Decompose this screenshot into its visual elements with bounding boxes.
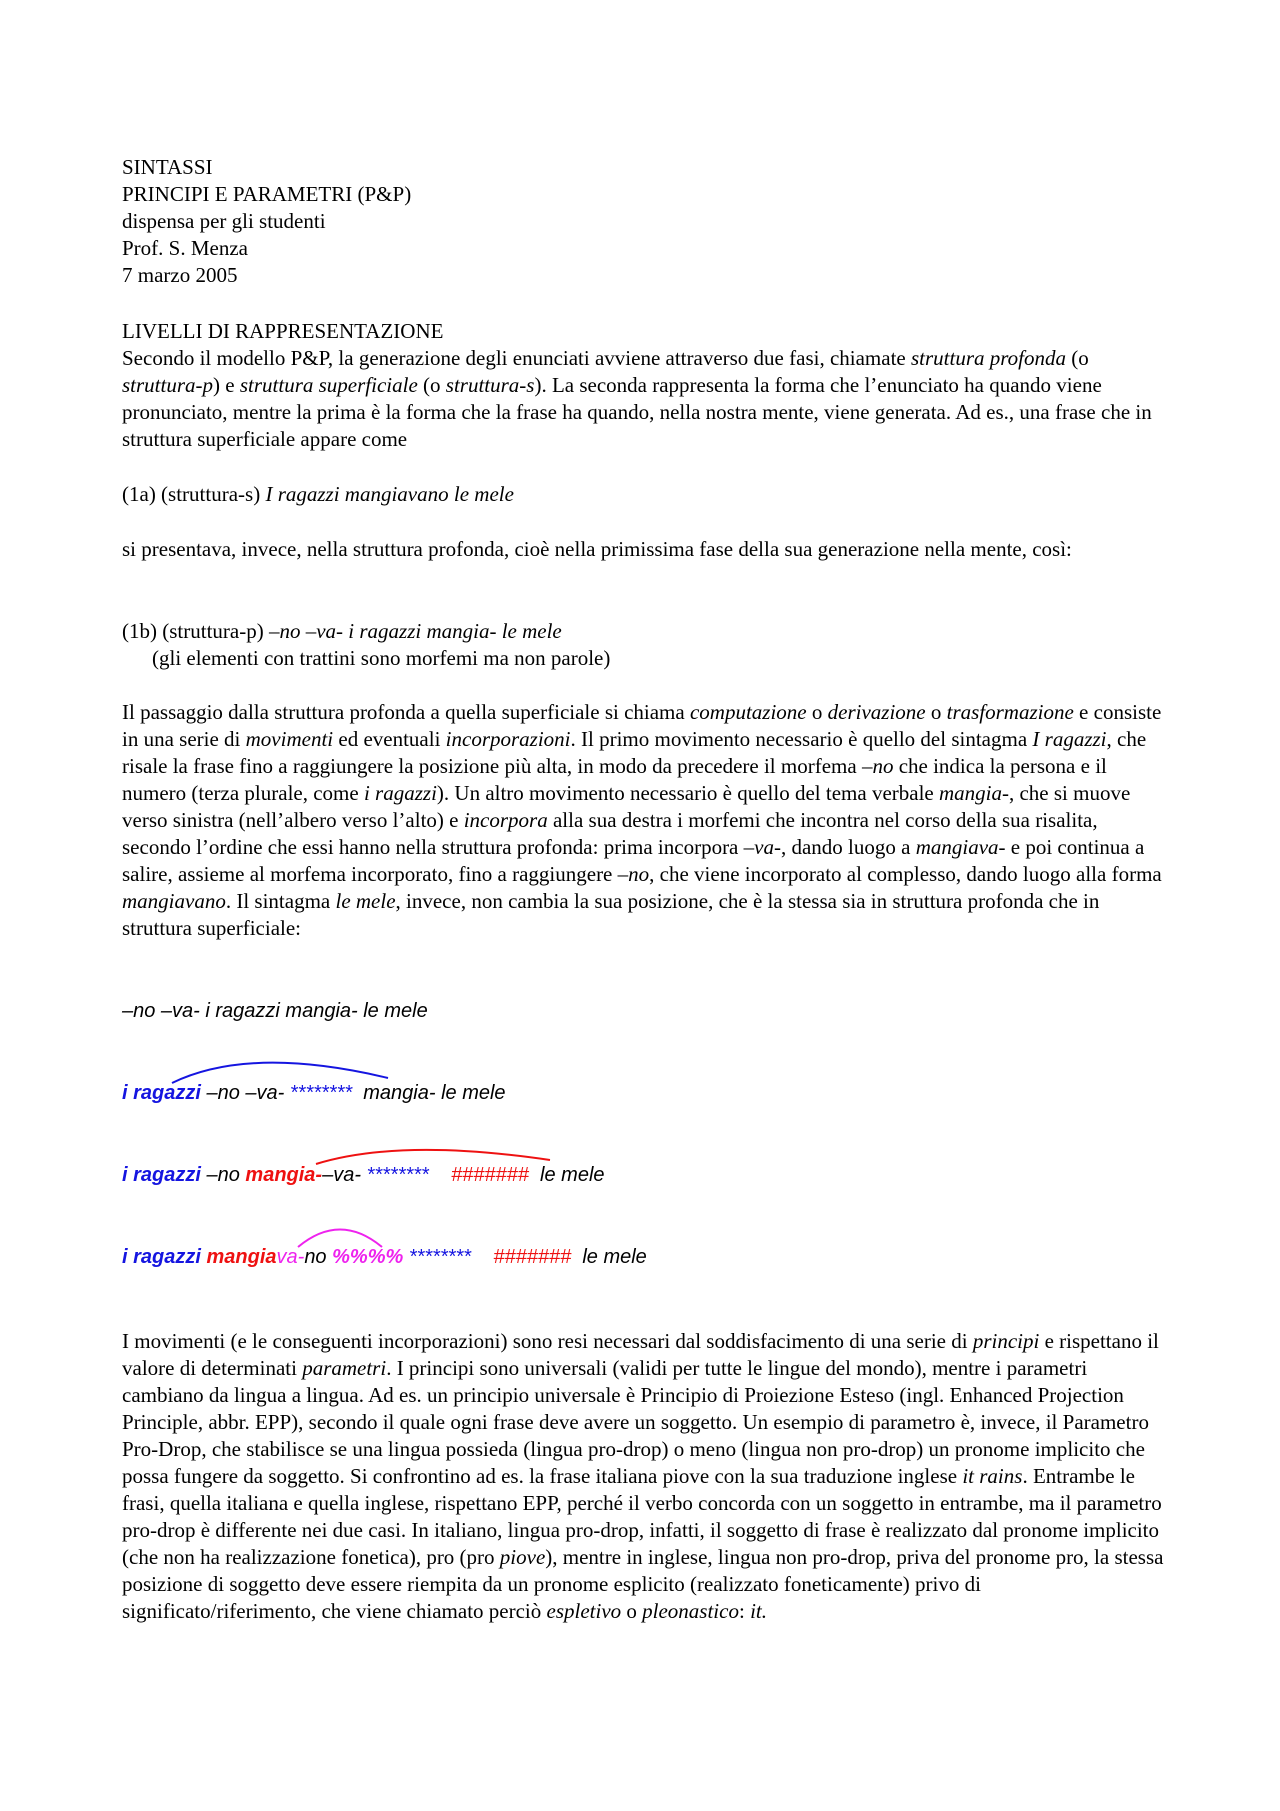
trace-verb: ####### (493, 1246, 572, 1268)
derivation-line-3: i ragazzi mangiava-no %%%% ******** ####### le mele (122, 1246, 647, 1268)
example-1b-note: (gli elementi con trattini sono morfemi ma non parole) (152, 646, 611, 670)
trace-subject: ******** (366, 1164, 429, 1186)
paragraph-1: Secondo il modello P&P, la generazione degli enunciati avviene attraverso due fasi, chiamate struttura profonda (o struttura-p) e struttura superficiale (o struttura-s). La seconda rappresenta la forma che l’enunciato ha quando viene pronunciato, mentre la prima è la forma che la frase ha quando, nella nostra mente, viene generata. Ad es., una frase che in struttura superficiale appare come (122, 346, 1152, 451)
moved-subject: i ragazzi (122, 1082, 201, 1104)
paragraph-3: Il passaggio dalla struttura profonda a quella superficiale si chiama computazione o derivazione o trasformazione e consiste in una serie di movimenti ed eventuali incorporazioni. Il primo movimento necessario è quello del sintagma I ragazzi, che risale la frase fino a raggiungere la posizione più alta, in modo da precedere il morfema –no che indica la persona e il numero (terza plurale, come i ragazzi). Un altro movimento necessario è quello del tema verbale mangia-, che si muove verso sinistra (nell’albero verso l’alto) e incorpora alla sua destra i morfemi che incontra nel corso della sua risalita, secondo l’ordine che essi hanno nella struttura profonda: prima incorpora –va-, dando luogo a mangiava- e poi continua a salire, assieme al morfema incorporato, fino a raggiungere –no, che viene incorporato al complesso, dando luogo alla forma mangiavano. Il sintagma le mele, invece, non cambia la sua posizione, che è la stessa sia in struttura profonda che in struttura superficiale: (122, 700, 1162, 940)
trace-subject: ******** (408, 1246, 472, 1268)
trace-verb: ####### (451, 1164, 529, 1186)
moved-verb: mangia- (245, 1164, 323, 1186)
derivation-line-1: i ragazzi –no –va- ******** mangia- le mele (122, 1082, 506, 1104)
section-title: LIVELLI DI RAPPRESENTAZIONE (122, 319, 444, 343)
trace-morpheme: %%%% (332, 1246, 404, 1268)
example-1b-label: (1b) (struttura-p) (122, 619, 269, 643)
header-subtitle: dispensa per gli studenti (122, 209, 326, 233)
moved-subject: i ragazzi (122, 1164, 201, 1186)
example-1b-sentence: –no –va- i ragazzi mangia- le mele (268, 619, 562, 643)
header-title: PRINCIPI E PARAMETRI (P&P) (122, 182, 412, 206)
header-date: 7 marzo 2005 (122, 263, 238, 287)
paragraph-2: si presentava, invece, nella struttura profonda, cioè nella primissima fase della sua generazione nella mente, così: (122, 537, 1072, 561)
trace-subject: ******** (289, 1082, 353, 1104)
header-author: Prof. S. Menza (122, 236, 248, 260)
header-subject: SINTASSI (122, 155, 213, 179)
incorporated-morpheme: va- (276, 1246, 305, 1268)
paragraph-4-block (122, 1328, 1167, 1625)
paragraph-4: I movimenti (e le conseguenti incorporazioni) sono resi necessari dal soddisfacimento di una serie di principi e rispettano il valore di determinati parametri. I principi sono universali (validi per tutte le lingue del mondo), mentre i parametri cambiano da lingua a lingua. Ad es. un principio universale è Principio di Proiezione Esteso (ingl. Enhanced Projection Principle, abbr. EPP), secondo il quale ogni frase deve avere un soggetto. Un esempio di parametro è, invece, il Parametro Pro-Drop, che stabilisce se una lingua possieda (lingua pro-drop) o meno (lingua non pro-drop) un pronome implicito che possa fungere da soggetto. Si confrontino ad es. la frase italiana piove con la sua traduzione inglese it rains. Entrambe le frasi, quella italiana e quella inglese, rispettano EPP, perché il verbo concorda con un soggetto in entrambe, ma il parametro pro-drop è differente nei due casi. In italiano, lingua pro-drop, infatti, il soggetto di frase è realizzato dal pronome implicito (che non ha realizzazione fonetica), pro (pro piove), mentre in inglese, lingua non pro-drop, priva del pronome pro, la stessa posizione di soggetto deve essere riempita da un pronome esplicito (realizzato foneticamente) privo di significato/riferimento, che viene chiamato perciò espletivo o pleonastico: it. (122, 1329, 1164, 1623)
moved-subject: i ragazzi (122, 1246, 201, 1268)
derivation-line-2: i ragazzi –no mangia-–va- ******** ####### le mele (122, 1164, 605, 1186)
example-1a-sentence: I ragazzi mangiavano le mele (265, 482, 514, 506)
moved-verb: mangia (206, 1246, 277, 1268)
derivation-line-0: –no –va- i ragazzi mangia- le mele (122, 1000, 428, 1022)
example-1a-label: (1a) (struttura-s) (122, 482, 266, 506)
